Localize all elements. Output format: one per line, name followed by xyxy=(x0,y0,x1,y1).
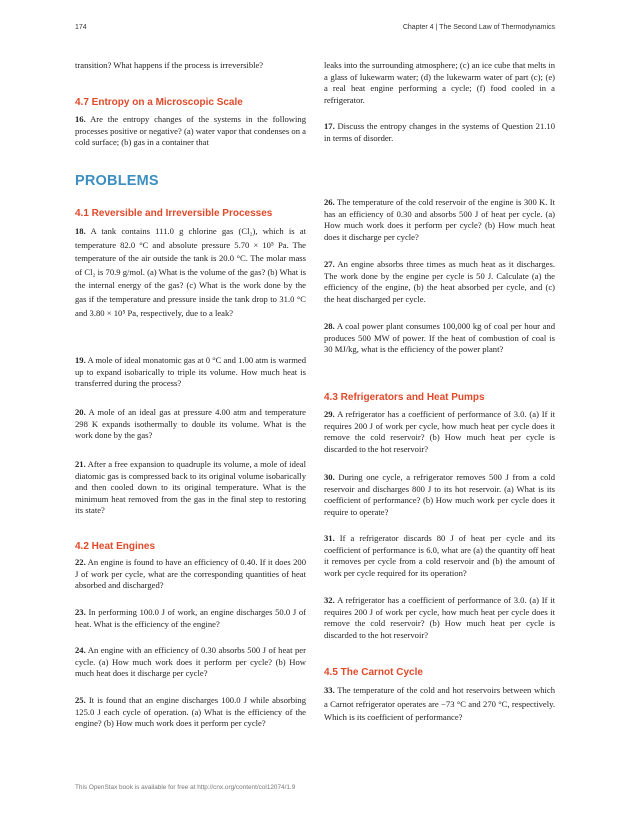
problem-26 xyxy=(324,197,555,243)
problem-text: After a free expansion to quadruple its volume, a mole of ideal diatomic gas is compressed back to its original volume isobarically and then cooled down to its original temperature. What is the minimum heat removed from the gas in the final step to restoring its state? xyxy=(75,459,306,516)
problem-31 xyxy=(324,533,555,579)
problem-text: A mole of an ideal gas at pressure 4.00 atm and temperature 298 K expands isothermally to double its volume. What is the work done by the gas? xyxy=(75,407,306,441)
chapter-title: Chapter 4 | The Second Law of Thermodynamics xyxy=(402,24,555,31)
problem-number: 19. xyxy=(75,355,86,365)
problem-number: 30. xyxy=(324,472,335,482)
problem-number: 23. xyxy=(75,607,86,617)
problem-20 xyxy=(75,407,306,442)
page-header xyxy=(75,24,555,38)
page-footer: This OpenStax book is available for free at http://cnx.org/content/col12074/1.9 xyxy=(75,784,296,791)
problem-24 xyxy=(75,645,306,680)
problem-text: The temperature of the cold reservoir of the engine is 300 K. It has an efficiency of 0.30 and absorbs 500 J of heat per cycle. (a) How much work does it perform per cycle? (b) How much heat does it discharge per cycle? xyxy=(324,197,555,242)
problem-number: 20. xyxy=(75,407,86,417)
problem-text: An engine absorbs three times as much heat as it discharges. The work done by the engine per cycle is 50 J. Calculate (a) the efficiency of the engine, (b) the heat absorbed per cycle, and (c) the heat discharged per cycle. xyxy=(324,259,555,304)
problem-number: 16. xyxy=(75,114,86,124)
problem-text: A refrigerator has a coefficient of performance of 3.0. (a) If it requires 200 J of work per cycle, how much heat per cycle does it remove the cold reservoir? (b) How much heat per cycle is discarded to the hot reservoir? xyxy=(324,595,555,640)
problem-33 xyxy=(324,684,555,725)
section-heading-4-2: 4.2 Heat Engines xyxy=(75,541,156,552)
problem-number: 26. xyxy=(324,197,335,207)
problem-text: If a refrigerator discards 80 J of heat per cycle and its coefficient of performance is 6.0, what are (a) the quantity off heat it removes per cycle from a cold reservoir and (b) the amount of work per cycle required for its operation? xyxy=(324,533,555,578)
problem-25 xyxy=(75,695,306,730)
problem-text: A tank contains 111.0 g chlorine gas (Cl₂), which is at temperature 82.0 °C and absolute pressure 5.70 × 10⁵ Pa. The temperature of the air outside the tank is 20.0 °C. The molar mass of Cl₂ is 70.9 g/mol. (a) What is the volume of the gas? (b) What is the internal energy of the gas? (c) What is the work done by the gas if the temperature and pressure inside the tank drop to 31.0 °C and 3.80 × 10⁵ Pa, respectively, due to a leak? xyxy=(75,226,306,318)
problem-number: 25. xyxy=(75,695,86,705)
continued-text: transition? What happens if the process is irreversible? xyxy=(75,60,264,70)
problem-number: 17. xyxy=(324,121,335,131)
problem-text: The temperature of the cold and hot reservoirs between which a Carnot refrigerator operates are −73 °C and 270 °C, respectively. Which is its coefficient of performance? xyxy=(324,685,555,723)
problem-text: During one cycle, a refrigerator removes 500 J from a cold reservoir and discharges 800 J to its hot reservoir. (a) What is its coefficient of performance? (b) How much work per cycle does it require to operate? xyxy=(324,472,555,517)
problem-30 xyxy=(324,472,555,518)
page-number: 174 xyxy=(75,24,87,31)
problem-text: A refrigerator has a coefficient of performance of 3.0. (a) If it requires 200 J of work per cycle, how much heat per cycle does it remove the cold reservoir? (b) How much heat per cycle is discarded to the hot reservoir? xyxy=(324,409,555,454)
problem-32 xyxy=(324,595,555,641)
problem-number: 24. xyxy=(75,645,86,655)
section-heading-4-3: 4.3 Refrigerators and Heat Pumps xyxy=(324,392,485,403)
section-heading-4-5: 4.5 The Carnot Cycle xyxy=(324,667,423,678)
problem-number: 29. xyxy=(324,409,335,419)
problem-21 xyxy=(75,459,306,517)
problem-number: 27. xyxy=(324,259,335,269)
problem-28 xyxy=(324,321,555,356)
problem-text: It is found that an engine discharges 100.0 J while absorbing 125.0 J each cycle of operation. (a) What is the efficiency of the engine? (b) How much work does it perform per cycle? xyxy=(75,695,307,729)
problem-19 xyxy=(75,355,306,390)
problem-text: In performing 100.0 J of work, an engine discharges 50.0 J of heat. What is the efficiency of the engine? xyxy=(75,607,307,629)
problem-text: Are the entropy changes of the systems in the following processes positive or negative? (a) water vapor that condenses on a cold surface; (b) gas in a container that xyxy=(75,114,306,148)
problem-29 xyxy=(324,409,555,455)
problem-text: A coal power plant consumes 100,000 kg of coal per hour and produces 500 MW of power. If the heat of combustion of coal is 30 MJ/kg, what is the efficiency of the power plant? xyxy=(324,321,555,355)
problem-number: 33. xyxy=(324,685,335,695)
problem-27 xyxy=(324,259,555,305)
problem-number: 32. xyxy=(324,595,335,605)
problem-number: 21. xyxy=(75,459,86,469)
problem-text: An engine is found to have an efficiency of 0.40. If it does 200 J of work per cycle, what are the corresponding quantities of heat absorbed and discharged? xyxy=(75,557,306,591)
problem-18 xyxy=(75,225,306,320)
section-heading-4-1: 4.1 Reversible and Irreversible Processes xyxy=(75,208,273,219)
section-heading-4-7: 4.7 Entropy on a Microscopic Scale xyxy=(75,97,243,108)
problem-number: 18. xyxy=(75,226,86,236)
problem-number: 22. xyxy=(75,557,86,567)
problem-22 xyxy=(75,557,306,592)
problems-heading: PROBLEMS xyxy=(75,173,159,189)
problem-number: 31. xyxy=(324,533,335,543)
problem-text: Discuss the entropy changes in the systems of Question 21.10 in terms of disorder. xyxy=(324,121,555,143)
problem-16 xyxy=(75,114,306,149)
continued-text: leaks into the surrounding atmosphere; (c) an ice cube that melts in a glass of lukewarm water; (d) the lukewarm water of part (c); (e) a real heat engine performing a cycle; (f) food cooled in a refrigerator. xyxy=(324,60,555,105)
problem-23 xyxy=(75,607,306,630)
problem-number: 28. xyxy=(324,321,335,331)
problem-17 xyxy=(324,121,555,144)
problem-text: A mole of ideal monatomic gas at 0 °C and 1.00 atm is warmed up to expand isobarically to triple its volume. How much heat is transferred during the process? xyxy=(75,355,306,389)
problem-text: An engine with an efficiency of 0.30 absorbs 500 J of heat per cycle. (a) How much work does it perform per cycle? (b) How much heat does it discharge per cycle? xyxy=(75,645,306,679)
